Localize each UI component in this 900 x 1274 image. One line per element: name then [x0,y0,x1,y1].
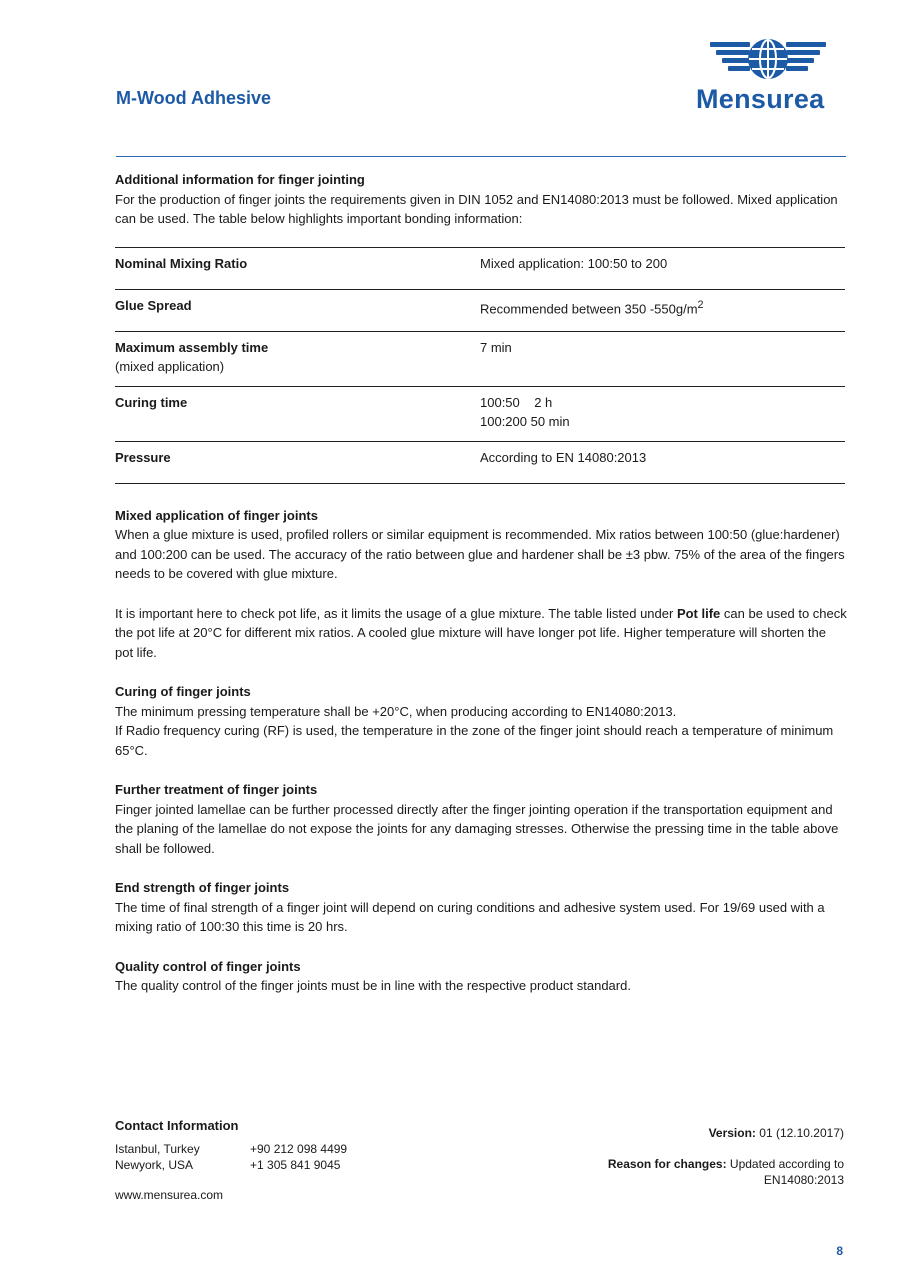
table-value: Recommended between 350 -550g/m [480,300,698,316]
section-heading: Curing of finger joints [115,684,251,699]
header-divider [116,156,846,157]
table-value: According to EN 14080:2013 [480,441,845,483]
contact-row [115,1141,347,1157]
section-paragraph [115,604,847,663]
table-value: 100:50 2 h [480,394,553,410]
page-number: 8 [836,1244,843,1258]
contact-row [115,1157,347,1173]
table-value-2: 100:200 50 min [480,413,570,429]
contact-city: Istanbul, Turkey [115,1142,200,1156]
further-treatment-section [115,780,847,858]
version-line [608,1125,844,1141]
brand-name: Mensurea [696,84,825,114]
section-paragraph: The time of final strength of a finger joint will depend on curing conditions and adhesive system used. For 19/69 used with a mixing ratio of 100:30 this time is 20 hrs. [115,899,825,934]
contact-phone: +1 305 841 9045 [250,1158,341,1172]
paragraph-text: It is important here to check pot life, as it limits the usage of a glue mixture. The table listed under [115,605,677,621]
table-label: Curing time [115,386,480,441]
section-paragraph: If Radio frequency curing (RF) is used, the temperature in the zone of the finger joint should reach a temperature of minimum 65°C. [115,723,834,758]
reason-value: Updated according to [729,1157,844,1171]
section-heading: End strength of finger joints [115,880,290,895]
version-info [608,1125,844,1188]
contact-heading: Contact Information [115,1118,239,1133]
contact-information [115,1118,347,1203]
table-row [115,386,845,441]
section-paragraph: The quality control of the finger joints must be in line with the respective product standard. [115,978,631,993]
main-content [115,170,847,1016]
table-label: Glue Spread [115,289,480,331]
section-paragraph: The minimum pressing temperature shall be +20°C, when producing according to EN14080:2013. [115,703,677,719]
section-paragraph: Finger jointed lamellae can be further processed directly after the finger jointing operation if the transportation equipment and the planing of the lamellae do not expose the joints for any damaging stresses. Otherwise the pressing time in the table above shall be followed. [115,801,839,856]
version-label: Version: [708,1126,756,1140]
pot-life-reference: Pot life [676,605,721,621]
table-row [115,441,845,483]
website-link[interactable]: www.mensurea.com [115,1188,224,1202]
section-paragraph: When a glue mixture is used, profiled rollers or similar equipment is recommended. Mix ratios between 100:50 (glue:hardener) and 100:200 can be used. The accuracy of the ratio between glue and hardener shall be ±3 pbw. 75% of the area of the fingers needs to be covered with glue mixture. [115,527,845,581]
document-title: M-Wood Adhesive [116,88,272,108]
bonding-info-table [115,247,845,484]
section-heading: Quality control of finger joints [115,958,301,974]
table-value-cell [480,289,845,331]
mixed-application-section [115,506,847,584]
table-label: Nominal Mixing Ratio [115,247,480,289]
table-label: Pressure [115,441,480,483]
table-label: Maximum assembly time [115,339,269,355]
intro-heading: Additional information for finger jointing [115,172,365,187]
reason-label: Reason for changes: [607,1157,727,1171]
section-heading: Further treatment of finger joints [115,782,318,797]
pot-life-section [115,604,847,663]
intro-section [115,170,847,229]
table-sublabel: (mixed application) [115,358,225,374]
table-label-cell [115,331,480,386]
table-row [115,289,845,331]
table-row [115,247,845,289]
curing-section [115,682,847,760]
brand-logo [696,36,846,113]
contact-phone: +90 212 098 4499 [250,1142,348,1156]
quality-control-section [115,957,847,996]
superscript: 2 [697,298,704,311]
intro-text: For the production of finger joints the requirements given in DIN 1052 and EN14080:2013 must be followed. Mixed application can be used. The table below highlights important bonding information: [115,191,838,226]
table-value-cell [480,386,845,441]
reason-value-continued: EN14080:2013 [763,1173,844,1187]
table-value: 7 min [480,331,845,386]
reason-line [608,1156,844,1172]
globe-wings-logo-icon [710,36,826,84]
table-value: Mixed application: 100:50 to 200 [480,247,845,289]
end-strength-section [115,878,847,937]
section-heading: Mixed application of finger joints [115,507,318,523]
version-value: 01 (12.10.2017) [759,1126,844,1140]
contact-city: Newyork, USA [115,1158,194,1172]
paragraph-text: can be used to check the pot life at 20°C for different mix ratios. A cooled glue mixture will have longer pot life. Higher temperature will shorten the pot life. [115,605,847,660]
table-row [115,331,845,386]
